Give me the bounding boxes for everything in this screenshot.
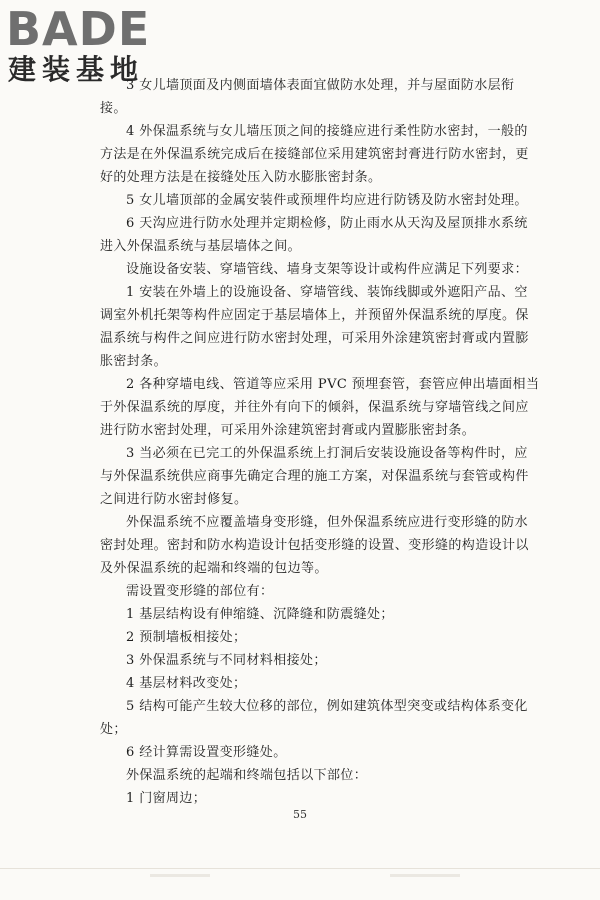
paragraph-equipment-requirements: 设施设备安装、穿墙管线、墙身支架等设计或构件应满足下列要求： <box>126 262 529 277</box>
list-item-joint-4: 4 基层材料改变处； <box>126 676 247 691</box>
page-number: 55 <box>293 808 307 821</box>
paragraph-equipment-fixing: 1 安装在外墙上的设施设备、穿墙管线、装饰线脚或外遮阳产品、空调室外机托架等构件应固定于基层墙体上，并预留外保温系统的厚度。保温系统与构件之间应进行防水密封处理，可采用外涂建筑密封膏或内置膨胀密封条。 <box>100 285 529 369</box>
logo-subtitle: 建装基地 <box>8 53 145 86</box>
list-item-joint-3: 3 外保温系统与不同材料相接处； <box>126 653 327 668</box>
list-item-joint-5: 5 结构可能产生较大位移的部位，例如建筑体型突变或结构体系变化处； <box>100 699 528 737</box>
paragraph-gutter: 6 天沟应进行防水处理并定期检修，防止雨水从天沟及屋顶排水系统进入外保温系统与基层墙体之间。 <box>100 216 528 254</box>
scan-divider <box>0 868 600 869</box>
list-item-joint-6: 6 经计算需设置变形缝处。 <box>126 745 287 760</box>
list-item-start-end-1: 1 门窗周边； <box>126 791 207 806</box>
paragraph-joint-locations-heading: 需设置变形缝的部位有： <box>126 584 274 599</box>
scan-mark-right <box>390 874 460 877</box>
logo-wordmark: BADE <box>6 2 151 56</box>
list-item-joint-2: 2 预制墙板相接处； <box>126 630 247 645</box>
document-body <box>100 74 540 810</box>
paragraph-start-end-heading: 外保温系统的起端和终端包括以下部位： <box>126 768 368 783</box>
paragraph-metal-fittings: 5 女儿墙顶部的金属安装件或预埋件均应进行防锈及防水密封处理。 <box>126 193 528 208</box>
paragraph-drilling-repair: 3 当必须在已完工的外保温系统上打洞后安装设施设备等构件时，应与外保温系统供应商事先确定合理的施工方案，对保温系统与套管或构件之间进行防水密封修复。 <box>100 446 529 507</box>
scan-mark-left <box>150 874 210 877</box>
paragraph-parapet-waterproof: 3 女儿墙顶面及内侧面墙体表面宜做防水处理，并与屋面防水层衔接。 <box>100 78 515 116</box>
list-item-joint-1: 1 基层结构设有伸缩缝、沉降缝和防震缝处； <box>126 607 394 622</box>
paragraph-pvc-sleeve: 2 各种穿墙电线、管道等应采用 PVC 预埋套管，套管应伸出墙面相当于外保温系统的厚度，并往外有向下的倾斜，保温系统与穿墙管线之间应进行防水密封处理，可采用外涂建筑密封膏或内置膨胀密封条。 <box>100 377 540 438</box>
paragraph-movement-joint: 外保温系统不应覆盖墙身变形缝，但外保温系统应进行变形缝的防水密封处理。密封和防水构造设计包括变形缝的设置、变形缝的构造设计以及外保温系统的起端和终端的包边等。 <box>100 515 529 576</box>
paragraph-coping-seal: 4 外保温系统与女儿墙压顶之间的接缝应进行柔性防水密封，一般的方法是在外保温系统完成后在接缝部位采用建筑密封膏进行防水密封，更好的处理方法是在接缝处压入防水膨胀密封条。 <box>100 124 529 185</box>
